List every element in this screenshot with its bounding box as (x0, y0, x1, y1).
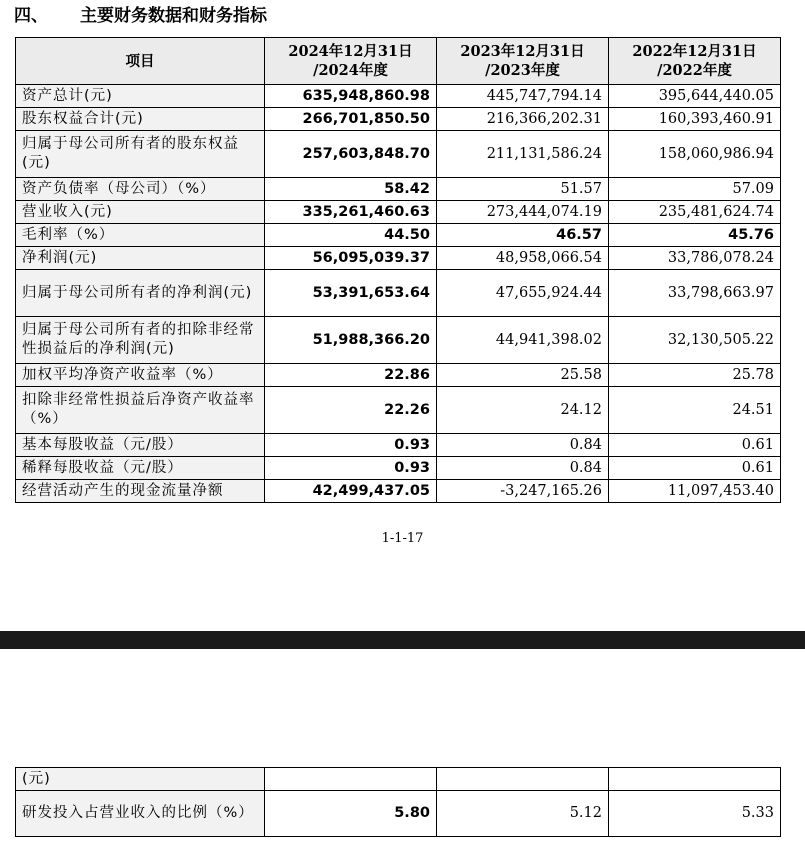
table-row (16, 387, 781, 434)
row-label: 研发投入占营业收入的比例（%） (16, 791, 265, 837)
value-2022: 395,644,440.05 (609, 85, 781, 108)
table-row (16, 178, 781, 201)
row-label: 加权平均净资产收益率（%） (16, 364, 265, 387)
value-2024: 44.50 (265, 224, 437, 247)
value-2024: 257,603,848.70 (265, 131, 437, 178)
value-2022: 57.09 (609, 178, 781, 201)
value-2022: 33,798,663.97 (609, 270, 781, 317)
row-label: 稀释每股收益（元/股） (16, 457, 265, 480)
row-label: 归属于母公司所有者的扣除非经常性损益后的净利润(元) (16, 317, 265, 364)
value-2024: 56,095,039.37 (265, 247, 437, 270)
section-number: 四、 (14, 6, 48, 26)
table-row (16, 224, 781, 247)
page-separator (0, 631, 805, 649)
row-label: 资产总计(元) (16, 85, 265, 108)
value-2023: 0.84 (437, 434, 609, 457)
row-label: 归属于母公司所有者的股东权益(元) (16, 131, 265, 178)
value-2023: 47,655,924.44 (437, 270, 609, 317)
section-title: 主要财务数据和财务指标 (80, 6, 267, 26)
header-2022: 2022年12月31日 /2022年度 (609, 38, 781, 85)
table-row (16, 108, 781, 131)
value-2022: 158,060,986.94 (609, 131, 781, 178)
table-row (16, 480, 781, 503)
value-2023: -3,247,165.26 (437, 480, 609, 503)
table-row (16, 434, 781, 457)
value-2022: 11,097,453.40 (609, 480, 781, 503)
row-label: (元) (16, 768, 265, 791)
value-2023: 273,444,074.19 (437, 201, 609, 224)
value-2022: 235,481,624.74 (609, 201, 781, 224)
value-2024: 0.93 (265, 434, 437, 457)
value-2023: 211,131,586.24 (437, 131, 609, 178)
value-2024: 58.42 (265, 178, 437, 201)
row-label: 经营活动产生的现金流量净额 (16, 480, 265, 503)
table-row (16, 457, 781, 480)
value-2024: 335,261,460.63 (265, 201, 437, 224)
row-label: 基本每股收益（元/股） (16, 434, 265, 457)
value-2022: 32,130,505.22 (609, 317, 781, 364)
financial-table-continued (15, 767, 781, 837)
table-row (16, 791, 781, 837)
header-item: 项目 (16, 38, 265, 85)
table-row (16, 131, 781, 178)
value-2024: 53,391,653.64 (265, 270, 437, 317)
row-label: 毛利率（%） (16, 224, 265, 247)
value-2022: 45.76 (609, 224, 781, 247)
value-2022: 5.33 (609, 791, 781, 837)
page-number: 1-1-17 (381, 531, 424, 546)
value-2024: 5.80 (265, 791, 437, 837)
table-row (16, 364, 781, 387)
row-label: 资产负债率（母公司）（%） (16, 178, 265, 201)
row-label: 营业收入(元) (16, 201, 265, 224)
value-2023: 24.12 (437, 387, 609, 434)
value-2024: 22.26 (265, 387, 437, 434)
value-2022: 0.61 (609, 434, 781, 457)
value-2022: 24.51 (609, 387, 781, 434)
value-2024: 22.86 (265, 364, 437, 387)
table-row (16, 247, 781, 270)
table-row (16, 201, 781, 224)
table-row (16, 317, 781, 364)
value-2023: 0.84 (437, 457, 609, 480)
row-label: 股东权益合计(元) (16, 108, 265, 131)
value-2023: 46.57 (437, 224, 609, 247)
row-label: 净利润(元) (16, 247, 265, 270)
row-label: 扣除非经常性损益后净资产收益率（%） (16, 387, 265, 434)
header-row (16, 38, 781, 85)
value-2023 (437, 768, 609, 791)
value-2023: 51.57 (437, 178, 609, 201)
value-2023: 44,941,398.02 (437, 317, 609, 364)
row-label: 归属于母公司所有者的净利润(元) (16, 270, 265, 317)
value-2024: 635,948,860.98 (265, 85, 437, 108)
value-2022 (609, 768, 781, 791)
value-2024: 51,988,366.20 (265, 317, 437, 364)
value-2022: 25.78 (609, 364, 781, 387)
value-2023: 48,958,066.54 (437, 247, 609, 270)
table-row (16, 85, 781, 108)
section-heading (14, 3, 267, 29)
header-2024: 2024年12月31日 /2024年度 (265, 38, 437, 85)
table-row (16, 768, 781, 791)
value-2023: 5.12 (437, 791, 609, 837)
value-2024: 42,499,437.05 (265, 480, 437, 503)
value-2023: 445,747,794.14 (437, 85, 609, 108)
value-2022: 0.61 (609, 457, 781, 480)
value-2024: 266,701,850.50 (265, 108, 437, 131)
table-row (16, 270, 781, 317)
value-2024 (265, 768, 437, 791)
value-2022: 160,393,460.91 (609, 108, 781, 131)
value-2023: 25.58 (437, 364, 609, 387)
value-2022: 33,786,078.24 (609, 247, 781, 270)
financial-table (15, 37, 781, 503)
header-2023: 2023年12月31日 /2023年度 (437, 38, 609, 85)
value-2024: 0.93 (265, 457, 437, 480)
value-2023: 216,366,202.31 (437, 108, 609, 131)
